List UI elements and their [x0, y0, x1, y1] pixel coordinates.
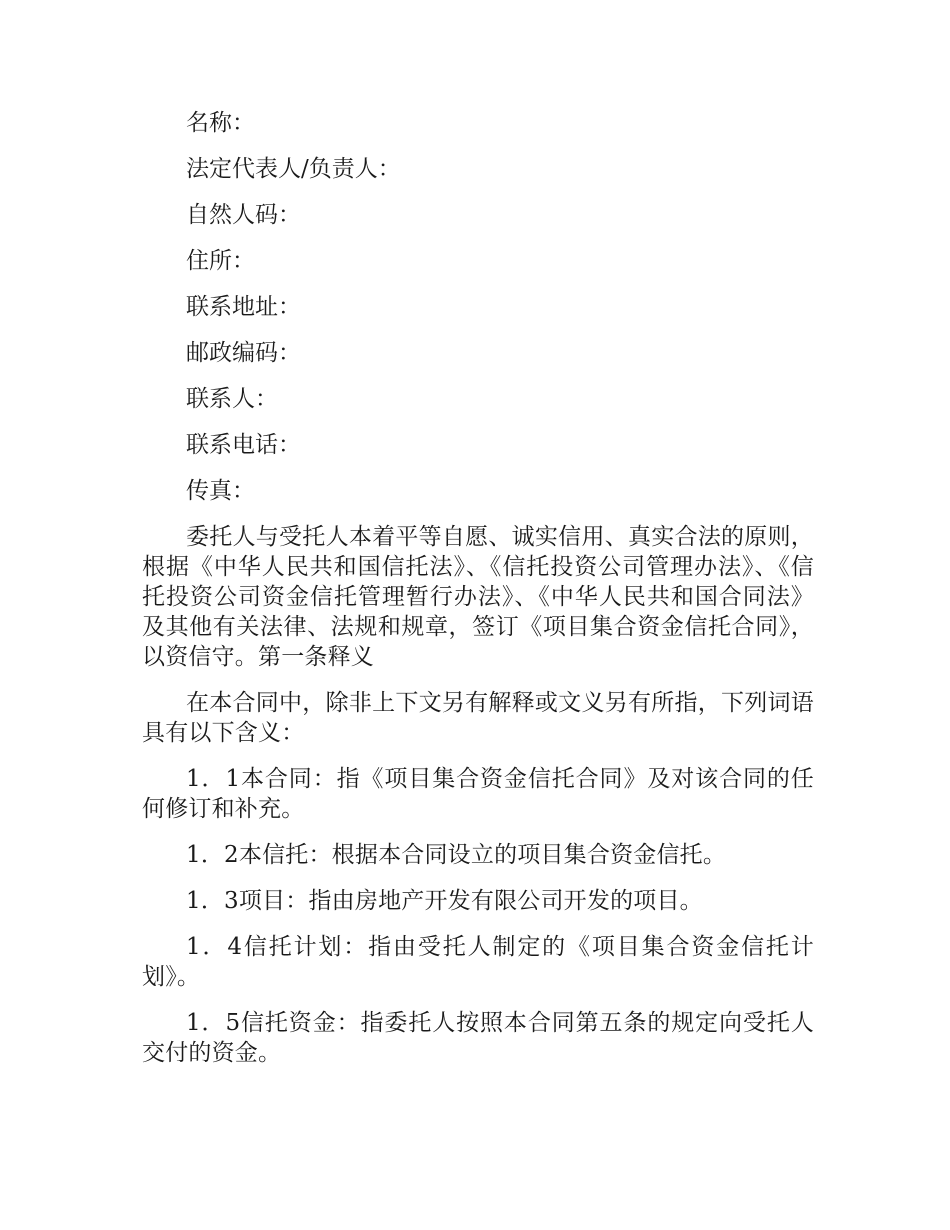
- preamble-paragraph: 委托人与受托人本着平等自愿、诚实信用、真实合法的原则，根据《中华人民共和国信托法》、《信托投资公司管理办法》、《信托投资公司资金信托管理暂行办法》、《中华人民共和国合同法》及其他有关法律、法规和规章，签订《项目集合资金信托合同》，以资信守。第一条释义: [142, 524, 814, 670]
- field-natural-person-code: 自然人码：: [186, 202, 301, 228]
- field-name: 名称：: [186, 110, 255, 136]
- field-legal-representative: 法定代表人/负责人：: [186, 156, 401, 182]
- definition-1-2: 1．2本信托：根据本合同设立的项目集合资金信托。: [186, 842, 727, 868]
- field-contact-address: 联系地址：: [186, 294, 301, 320]
- field-contact-person: 联系人：: [186, 386, 278, 412]
- field-postal-code: 邮政编码：: [186, 340, 301, 366]
- field-phone: 联系电话：: [186, 432, 301, 458]
- definition-1-5: 1．5信托资金：指委托人按照本合同第五条的规定向受托人交付的资金。: [142, 1010, 814, 1066]
- field-fax: 传真：: [186, 478, 255, 504]
- definitions-intro-paragraph: 在本合同中，除非上下文另有解释或文义另有所指，下列词语具有以下含义：: [142, 690, 814, 746]
- definition-1-4: 1．4信托计划：指由受托人制定的《项目集合资金信托计划》。: [142, 934, 814, 990]
- field-domicile: 住所：: [186, 248, 255, 274]
- definition-1-1: 1．1本合同：指《项目集合资金信托合同》及对该合同的任何修订和补充。: [142, 766, 814, 822]
- document-body: [142, 108, 814, 1084]
- definition-1-3: 1．3项目：指由房地产开发有限公司开发的项目。: [186, 888, 703, 914]
